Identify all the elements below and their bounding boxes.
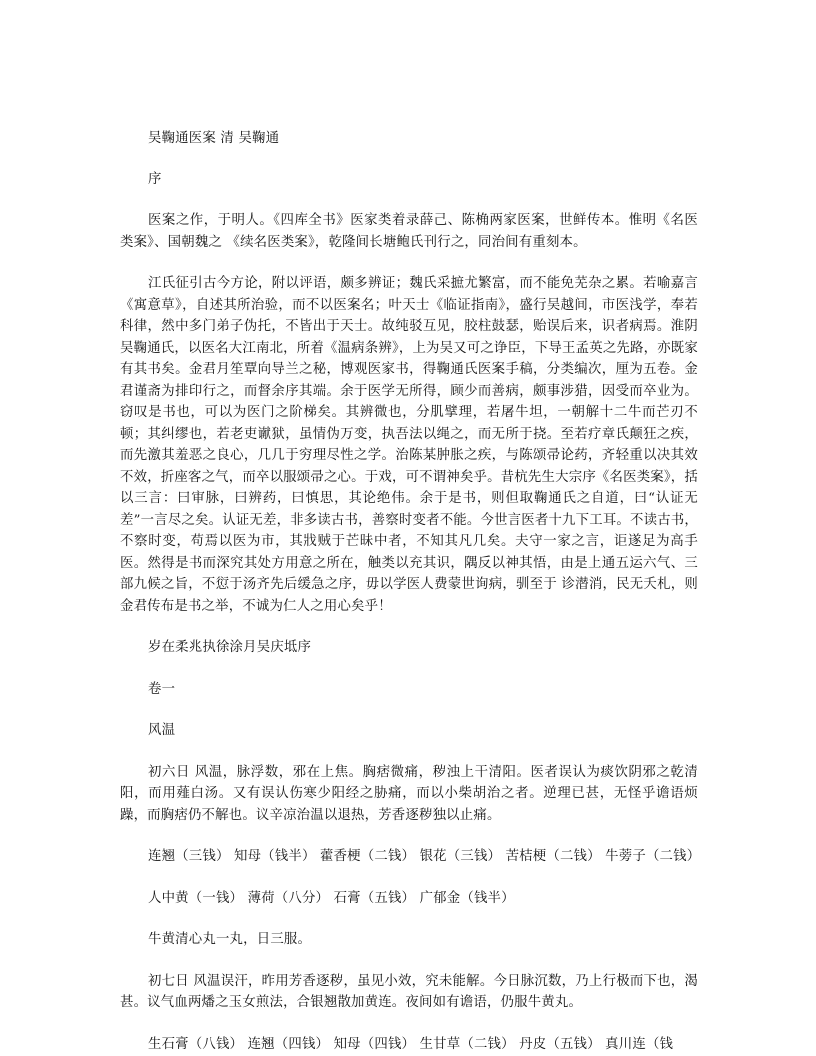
paragraph: 江氏征引古今方论，附以评语，颇多辨证；魏氏采摭尤繁富，而不能免芜杂之累。若喻嘉言《寓意草》，自述其所治验，而不以医案名；叶天士《临证指南》，盛行吴越间，市医浅学，奉若科律，然中多门弟子伪托，不皆出于天士。故纯驳互见，胶柱鼓瑟，贻误后来，识者病焉。淮阴吴鞠通氏，以医名大江南北，所着《温病条辨》，上为吴又可之诤臣，下导王孟英之先路，亦既家有其书矣。金君月笙覃向导兰之秘，博观医家书，得鞠通氏医案手稿，分类编次，厘为五卷。金君谨斋为排印行之，而督余序其端。余于医学无所得，顾少而善病，颇事涉猎，因受而卒业为。窃叹是书也，可以为医门之阶梯矣。其辨微也，分肌擘理，若屠牛坦，一朝解十二牛而芒刃不顿；其纠缪也，若老吏谳狱，虽情伪万变，执吾法以绳之，而无所于挠。至若疗章氏颠狂之疾，而先激其羞恶之良心，几几于穷理尽性之学。治陈某肿胀之疾，与陈颂帚论药，齐轻重以决其效不效，折座客之气，而卒以服颂帚之心。于戏，可不谓神矣乎。昔杭先生大宗序《名医类案》，括以三言：曰审脉，曰辨药，曰慎思，其论绝伟。余于是书，则但取鞠通氏之自道，曰“认证无差”一言尽之矣。认证无差，非多读古书，善察时变者不能。今世言医者十九下工耳。不读古书，不察时变，苟焉以医为市，其戕贼于芒昧中者，不知其凡几矣。夫守一家之言，讵遂足为高手医。然得是书而深究其处方用意之所在，触类以充其识，隅反以神其悟，由是上通五运六气、三部九候之旨，不愆于汤齐先后缓急之序，毋以学医人费蒙世询病，驯至于 诊潜消，民无夭札，则金君传布是书之举，不诚为仁人之用心矣乎！ xyxy=(120,276,698,614)
case-entry: 初七日 风温误汗，昨用芳香逐秽，虽见小效，究未能解。今日脉沉数，乃上行极而下也，渴甚。议气血两燔之玉女煎法，合银翘散加黄连。夜间如有谵语，仍服牛黄丸。 xyxy=(120,973,698,1010)
paragraph: 医案之作，于明人。《四库全书》医家类着录薛己、陈桷两家医案，世鲜传本。惟明《名医类案》、国朝魏之 《续名医类案》，乾隆间长塘鲍氏刊行之，同治间有重刻本。 xyxy=(120,213,698,250)
dosage-instruction: 牛黄清心丸一丸，日三服。 xyxy=(148,932,312,947)
preface-signature: 岁在柔兆执徐涂月吴庆坻序 xyxy=(148,640,312,655)
volume-heading: 卷一 xyxy=(148,681,176,697)
document-title: 吴鞠通医案 清 吴鞠通 xyxy=(148,131,280,146)
prescription-line: 生石膏（八钱） 连翘（四钱） 知母（四钱） 生甘草（二钱） 丹皮（五钱） 真川连（钱 xyxy=(148,1036,674,1052)
preface-heading: 序 xyxy=(148,171,162,187)
case-entry: 初六日 风温，脉浮数，邪在上焦。胸痞微痛，秽浊上干清阳。医者误认为痰饮阴邪之乾清阳，而用薤白汤。又有误认伤寒少阳经之胁痛，而以小柴胡治之者。逆理已甚，无怪乎谵语烦躁，而胸痞仍不解也。议辛凉治温以退热，芳香逐秽独以止痛。 xyxy=(120,764,698,823)
section-heading: 风温 xyxy=(148,723,176,738)
document-body xyxy=(120,128,701,1055)
prescription-line: 人中黄（一钱） 薄荷（八分） 石膏（五钱） 广郁金（钱半） xyxy=(148,890,515,906)
prescription-line: 连翘（三钱） 知母（钱半） 藿香梗（二钱） 银花（三钱） 苦桔梗（二钱） 牛蒡子（二钱） xyxy=(148,849,701,864)
